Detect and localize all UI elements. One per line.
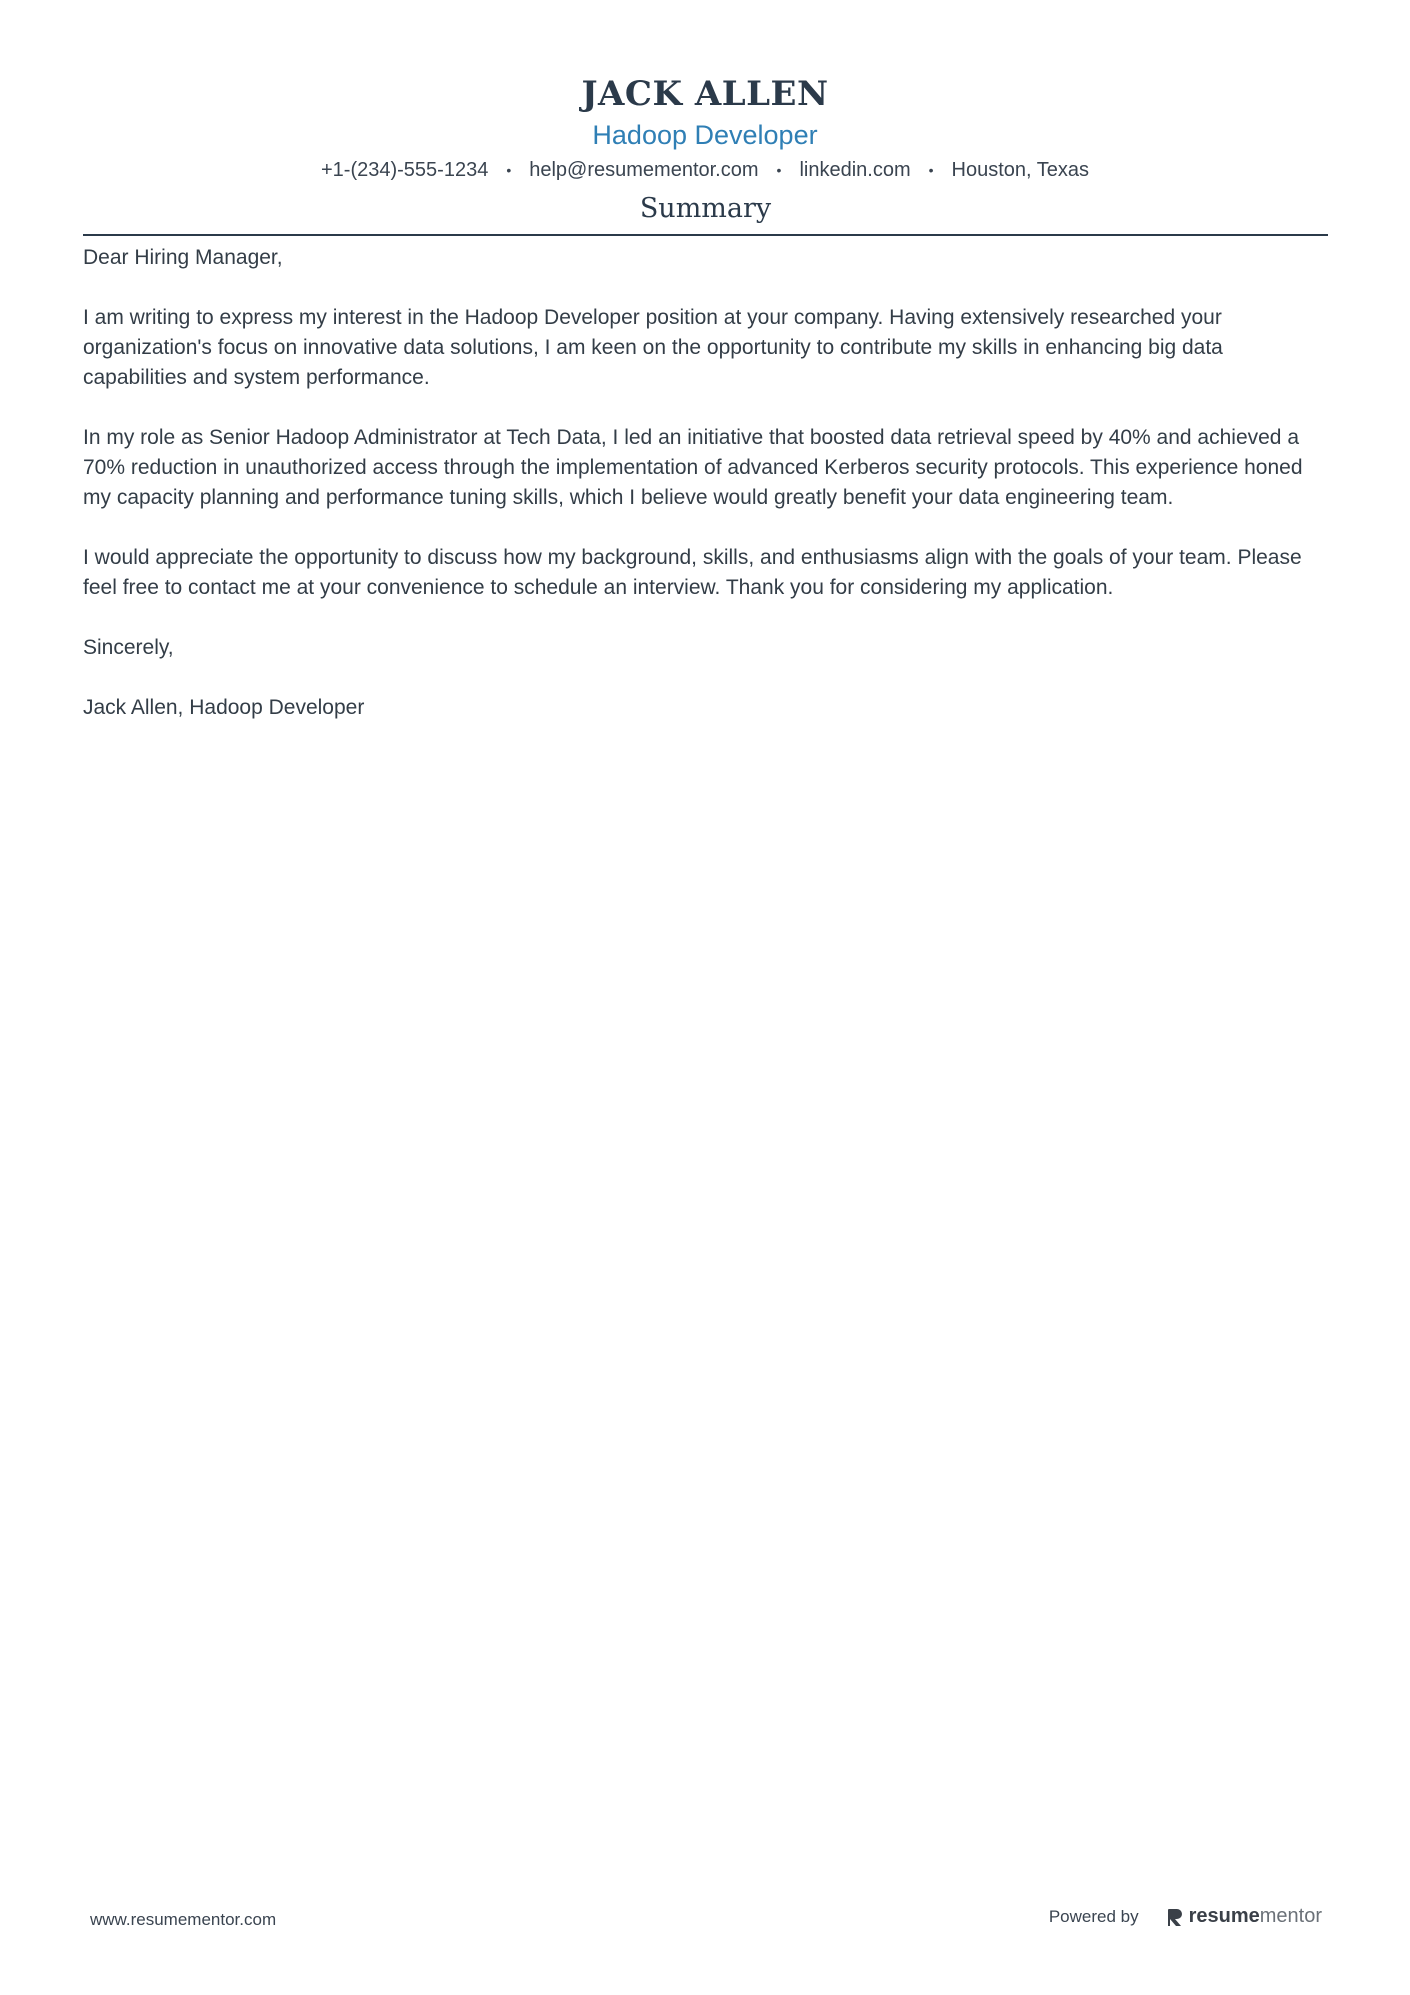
separator-dot: • [506,162,512,178]
footer-branding [1049,1905,1322,1928]
header [0,70,1410,184]
section-divider [83,234,1328,236]
contact-line [0,156,1410,184]
letter-paragraph: In my role as Senior Hadoop Administrator at Tech Data, I led an initiative that boosted data retrieval speed by 40% and achieved a 70% reduction in unauthorized access through the implementation of advanced Kerberos security protocols. This experience honed my capacity planning and performance tuning skills, which I believe would greatly benefit your data engineering team. [83,426,1303,509]
powered-by-label: Powered by [1048,1906,1139,1926]
separator-dot: • [928,162,934,178]
candidate-name: JACK ALLEN [581,74,829,114]
letter-paragraph: I am writing to express my interest in the Hadoop Developer position at your company. Having extensively researched your organization's focus on innovative data solutions, I am keen on the opportunity to contribute my skills in enhancing big data capabilities and system performance. [83,306,1223,389]
separator-dot: • [776,162,782,178]
location: Houston, Texas [951,159,1090,181]
footer-website[interactable]: www.resumementor.com [90,1910,277,1929]
resumementor-logo-icon [1167,1907,1183,1927]
phone: +1-(234)-555-1234 [320,159,489,181]
brand-name-light: mentor [1259,1905,1322,1927]
closing: Sincerely, [83,636,174,659]
brand-name-bold: resume [1188,1905,1260,1927]
salutation: Dear Hiring Manager, [83,246,283,269]
job-title: Hadoop Developer [592,120,818,150]
email[interactable]: help@resumementor.com [529,159,759,181]
letter-paragraph: I would appreciate the opportunity to discuss how my background, skills, and enthusiasms align with the goals of your team. Please feel free to contact me at your convenience to schedule an interview. Thank you for considering my application. [83,546,1302,599]
linkedin[interactable]: linkedin.com [799,159,911,181]
brand-logo[interactable] [1167,1905,1322,1928]
signature: Jack Allen, Hadoop Developer [83,696,365,719]
section-title: Summary [639,193,772,224]
cover-letter-body [83,243,1328,753]
